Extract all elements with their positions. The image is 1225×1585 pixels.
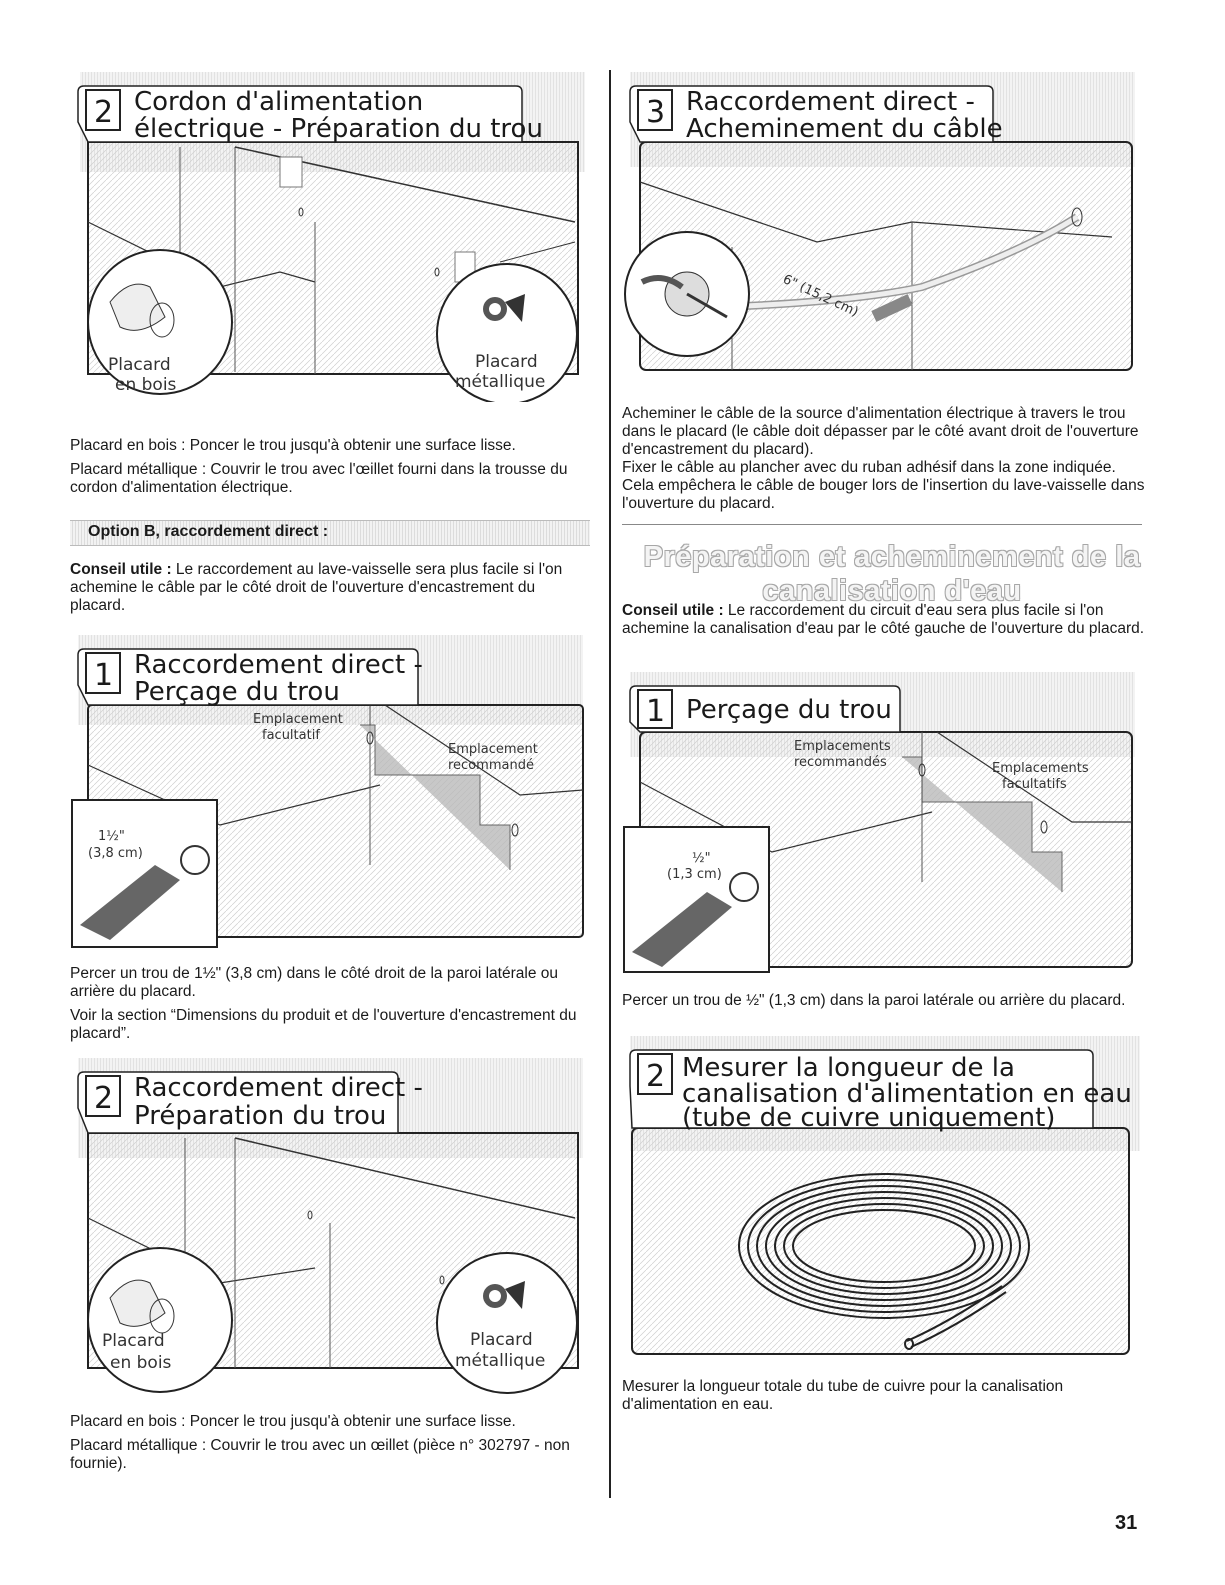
metal-cabinet-inset — [437, 1253, 577, 1393]
figure-measure-water-line — [622, 1036, 1142, 1366]
figure-cable-routing — [622, 72, 1142, 382]
figure-title-line3: (tube de cuivre uniquement) — [682, 1103, 1056, 1133]
cable-hole-inset — [625, 232, 749, 356]
step-number: 2 — [94, 1081, 114, 1116]
wood-cabinet-inset — [88, 250, 232, 395]
metal-cabinet-inset — [437, 264, 577, 402]
tip-text: Le raccordement du circuit d'eau sera plus facile si l'on achemine la canalisation d'eau par le côté gauche de l'ouverture du placard. — [622, 602, 1145, 637]
figure-title-box — [78, 86, 543, 144]
page-number: 31 — [1115, 1512, 1138, 1534]
paragraph-wood-cabinet: Placard en bois : Poncer le trou jusqu'à obtenir une surface lisse. — [70, 437, 516, 454]
dimension-label: 6" (15,2 cm) — [780, 272, 861, 321]
tip-text: Le raccordement au lave-vaisselle sera plus facile si l'on achemine le câble par le côté droit de l'ouverture d'encastrement du placard. — [70, 561, 563, 614]
text-block-l2 — [70, 965, 590, 1049]
column-divider — [609, 70, 611, 1498]
label-optional-location: Emplacement — [253, 712, 343, 727]
figure-title-box — [78, 649, 423, 707]
figure-title-line2: Perçage du trou — [134, 677, 340, 707]
label-recommended-location-2: recommandé — [448, 758, 534, 773]
step-number: 2 — [646, 1059, 666, 1094]
hole-size-in: ½" — [692, 851, 711, 866]
label-wood-cabinet: Placard — [102, 1331, 165, 1351]
wood-cabinet-inset — [88, 1248, 232, 1392]
figure-title-line1: Raccordement direct - — [134, 1073, 423, 1103]
label-recommended-locations: Emplacements — [794, 739, 891, 754]
figure-title-line1: Raccordement direct - — [686, 87, 975, 117]
figure-title-box — [630, 86, 1003, 144]
figure-direct-drill-hole — [70, 635, 590, 955]
figure-title-line1: Raccordement direct - — [134, 650, 423, 680]
label-wood-cabinet: Placard — [108, 355, 171, 375]
tip-right — [622, 602, 1147, 644]
text-block-l1 — [70, 437, 590, 503]
hole-size-cm: (3,8 cm) — [88, 846, 143, 861]
section-heading-line1: Préparation et acheminement de la — [643, 541, 1141, 573]
tip-label: Conseil utile : — [70, 561, 172, 578]
step-number: 3 — [646, 95, 666, 130]
text-block-r2 — [622, 992, 1147, 1016]
figure-title-line2: Préparation du trou — [134, 1101, 387, 1131]
paragraph-measure-tube: Mesurer la longueur totale du tube de cuivre pour la canalisation d'alimentation en eau. — [622, 1378, 1064, 1413]
label-recommended-location: Emplacement — [448, 742, 538, 757]
paragraph-drill-water-hole: Percer un trou de ½" (1,3 cm) dans la paroi latérale ou arrière du placard. — [622, 992, 1126, 1009]
paragraph-metal-cabinet: Placard métallique : Couvrir le trou avec l'œillet fourni dans la trousse du cordon d'alimentation électrique. — [70, 461, 568, 496]
paragraph-wood-cabinet-2: Placard en bois : Poncer le trou jusqu'à obtenir une surface lisse. — [70, 1413, 516, 1430]
option-b-heading: Option B, raccordement direct : — [88, 523, 329, 540]
section-heading-line2: canalisation d'eau — [762, 575, 1022, 607]
figure-title-line1: Mesurer la longueur de la — [682, 1053, 1015, 1083]
figure-title-line2: électrique - Préparation du trou — [134, 114, 543, 144]
figure-title-box — [78, 1072, 423, 1133]
label-metal-cabinet: Placard — [475, 352, 538, 372]
figure-title-line2: canalisation d'alimentation en eau — [682, 1079, 1132, 1109]
label-metal-cabinet-2: métallique — [455, 1351, 546, 1371]
label-metal-cabinet-2: métallique — [455, 372, 546, 392]
label-wood-cabinet-2: en bois — [115, 375, 177, 395]
section-rule — [622, 524, 1142, 525]
drill-inset — [72, 800, 217, 947]
figure-title-box — [630, 1050, 1132, 1133]
label-optional-locations-2: facultatifs — [1002, 777, 1067, 792]
tip-left — [70, 561, 590, 621]
figure-power-cord-hole-prep — [70, 72, 590, 402]
figure-title-line1: Cordon d'alimentation — [134, 87, 424, 117]
text-block-r3 — [622, 1378, 1147, 1420]
paragraph-metal-cabinet-2: Placard métallique : Couvrir le trou avec un œillet (pièce n° 302797 - non fournie). — [70, 1437, 570, 1472]
label-wood-cabinet-2: en bois — [110, 1353, 172, 1373]
step-number: 2 — [94, 95, 114, 130]
paragraph-tape-cable: Fixer le câble au plancher avec du ruban adhésif dans la zone indiquée. Cela empêchera le câble de bouger lors de l'insertion du lave-vaisselle dans l'ouverture du placard. — [622, 459, 1145, 512]
figure-title-box — [630, 686, 900, 732]
tip-label: Conseil utile : — [622, 602, 724, 619]
figure-direct-hole-prep — [70, 1058, 590, 1398]
drill-inset — [624, 827, 769, 972]
paragraph-see-section: Voir la section “Dimensions du produit et de l'ouverture d'encastrement du placard”. — [70, 1007, 577, 1042]
hole-size-cm: (1,3 cm) — [667, 867, 722, 882]
hole-size-in: 1½" — [98, 829, 125, 844]
paragraph-drill-hole: Percer un trou de 1½" (3,8 cm) dans le côté droit de la paroi latérale ou arrière du placard. — [70, 965, 558, 1000]
label-recommended-locations-2: recommandés — [794, 755, 887, 770]
paragraph-route-cable: Acheminer le câble de la source d'alimentation électrique à travers le trou dans le placard (le câble doit dépasser par le côté avant droit de l'ouverture d'encastrement du placard). — [622, 405, 1139, 458]
label-metal-cabinet: Placard — [470, 1330, 533, 1350]
option-b-banner — [70, 520, 590, 546]
label-optional-location-2: facultatif — [262, 728, 320, 743]
text-block-r1 — [622, 405, 1147, 519]
text-block-l3 — [70, 1413, 590, 1479]
step-number: 1 — [94, 658, 114, 693]
figure-water-drill-hole — [622, 672, 1142, 982]
figure-title-line1: Perçage du trou — [686, 695, 892, 725]
figure-title-line2: Acheminement du câble — [686, 114, 1003, 144]
step-number: 1 — [646, 694, 666, 729]
section-heading-water-line — [612, 540, 1172, 608]
label-optional-locations: Emplacements — [992, 761, 1089, 776]
